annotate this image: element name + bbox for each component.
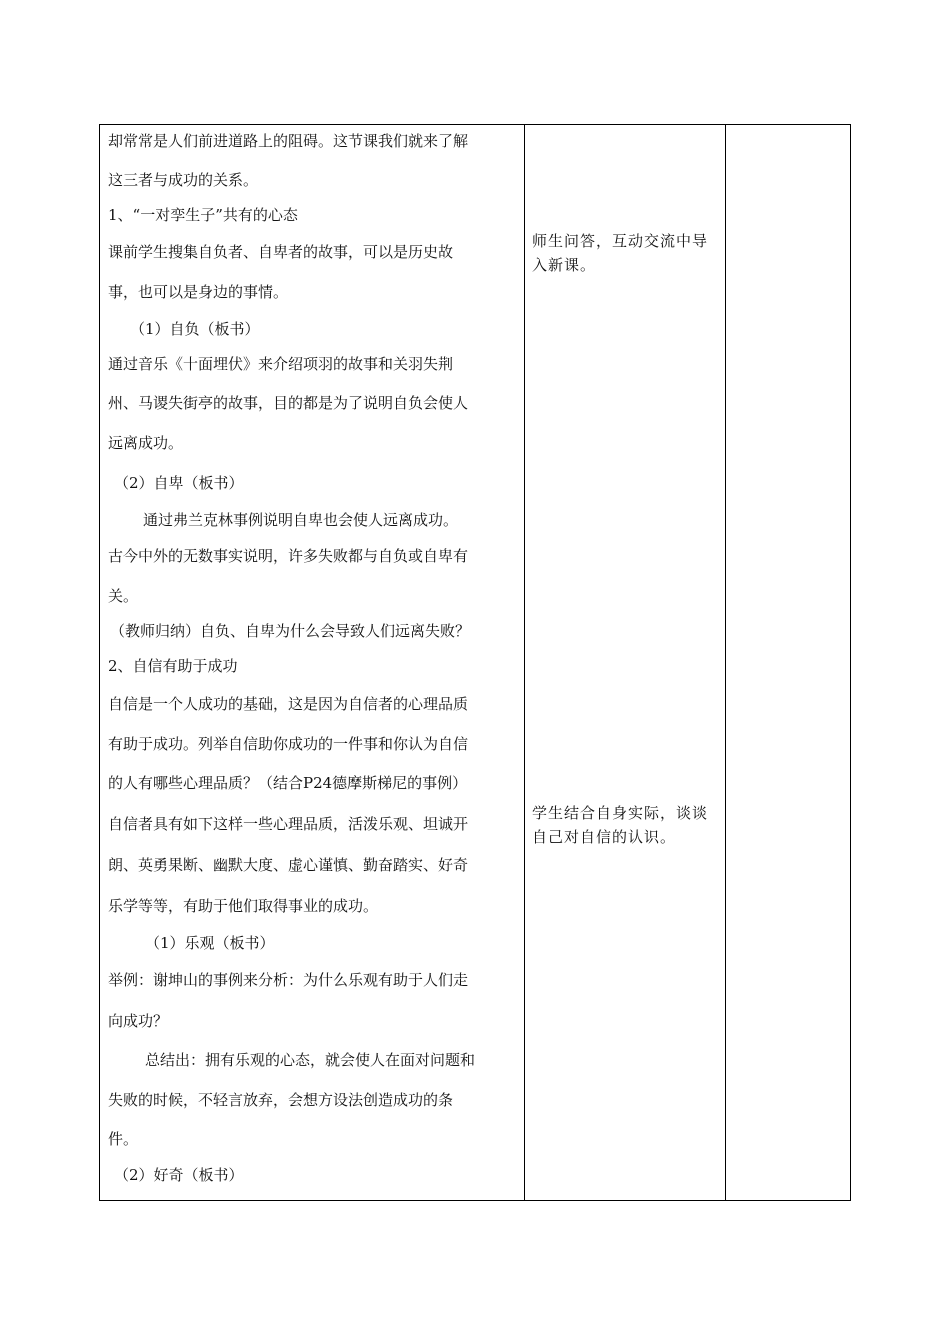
content-line: 有助于成功。列举自信助你成功的一件事和你认为自信 (108, 735, 469, 753)
content-line: 事，也可以是身边的事情。 (108, 283, 289, 301)
content-line: 却常常是人们前进道路上的阻碍。这节课我们就来了解 (108, 132, 469, 150)
content-line: 的人有哪些心理品质？（结合P24德摩斯梯尼的事例） (108, 774, 468, 792)
column-divider (524, 125, 525, 1200)
content-line: 州、马谡失街亭的故事，目的都是为了说明自负会使人 (108, 394, 469, 412)
content-line: 这三者与成功的关系。 (108, 171, 259, 189)
lesson-table (99, 124, 851, 1201)
content-line: 举例：谢坤山的事例来分析：为什么乐观有助于人们走 (108, 971, 469, 989)
content-line: （教师归纳）自负、自卑为什么会导致人们远离失败？ (110, 622, 471, 640)
content-line: 失败的时候，不轻言放弃，会想方设法创造成功的条 (108, 1091, 454, 1109)
content-line: （1）乐观（板书） (145, 934, 275, 952)
column-divider (725, 125, 726, 1200)
content-line: 通过音乐《十面埋伏》来介绍项羽的故事和关羽失荆 (108, 355, 454, 373)
content-line: 向成功？ (108, 1012, 169, 1030)
content-line: 朗、英勇果断、幽默大度、虚心谨慎、勤奋踏实、好奇 (108, 856, 469, 874)
content-line: 2、自信有助于成功 (108, 657, 238, 675)
content-line: （2）好奇（板书） (114, 1166, 244, 1184)
content-line: （2）自卑（板书） (114, 474, 244, 492)
content-line: 古今中外的无数事实说明，许多失败都与自负或自卑有 (108, 547, 469, 565)
content-line: 关。 (108, 587, 139, 605)
content-line: 乐学等等，有助于他们取得事业的成功。 (108, 897, 379, 915)
content-line: 件。 (108, 1130, 139, 1148)
content-line: 通过弗兰克林事例说明自卑也会使人远离成功。 (143, 511, 459, 529)
content-line: 自信是一个人成功的基础，这是因为自信者的心理品质 (108, 695, 469, 713)
content-line: 总结出：拥有乐观的心态，就会使人在面对问题和 (145, 1051, 476, 1069)
content-line: （1）自负（板书） (130, 320, 260, 338)
content-line: 1、“一对孪生子”共有的心态 (108, 206, 298, 224)
content-line: 课前学生搜集自负者、自卑者的故事，可以是历史故 (108, 243, 454, 261)
content-line: 远离成功。 (108, 434, 184, 452)
activity-note: 学生结合自身实际，谈谈自己对自信的认识。 (532, 804, 709, 846)
activity-note: 师生问答，互动交流中导入新课。 (532, 232, 709, 274)
content-line: 自信者具有如下这样一些心理品质，活泼乐观、坦诚开 (108, 815, 469, 833)
